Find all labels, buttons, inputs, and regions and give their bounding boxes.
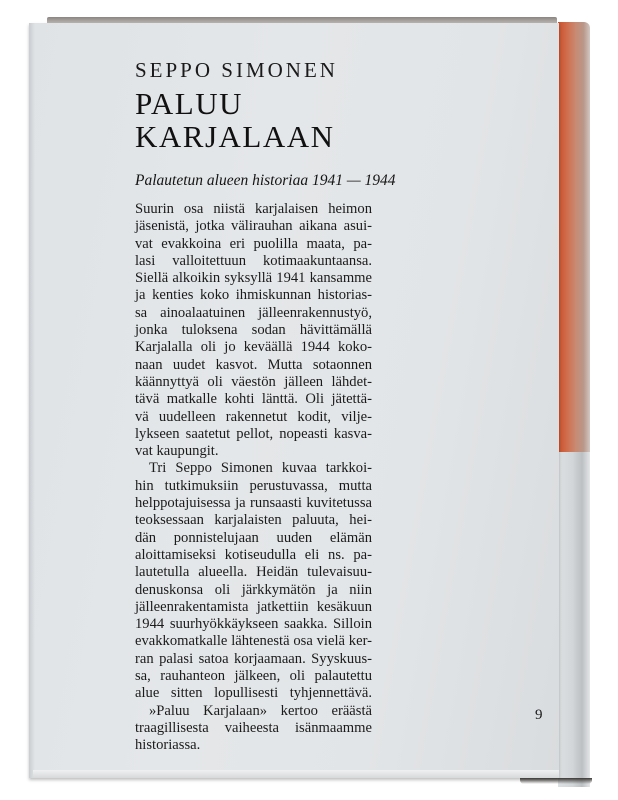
text-line: 1944 suurhyökkäykseen saakka. Silloin [135, 616, 372, 633]
flap-left-edge [29, 23, 35, 778]
text-line: helppotajuisessa ja runsaasti kuvitetussa [135, 495, 372, 512]
text-line: naan uudet kasvot. Mutta sotaonnen [135, 356, 372, 373]
paragraph-2 [135, 460, 372, 702]
author-name: SEPPO SIMONEN [135, 58, 338, 82]
book-bottom-shadow [520, 778, 592, 784]
text-line: sa, rauhanteon jälkeen, oli palautettu [135, 668, 372, 685]
text-line: alue sitten lopullisesti tyhjennettävä. [135, 685, 372, 702]
text-line: historiassa. [135, 737, 201, 754]
book-title [135, 87, 372, 153]
text-line: lautetulla alueella. Heidän tulevaisuu- [135, 564, 372, 581]
text-line: teoksessaan karjalaisten paluuta, hei- [135, 512, 372, 529]
text-line: jälleenrakentamista jatkettiin kesäkuun [135, 598, 372, 615]
text-line: Siellä alkoikin syksyllä 1941 kansamme [135, 270, 372, 287]
text-line: vat evakkoina eri puolilla maata, pa- [135, 235, 372, 252]
flap-text-block [135, 57, 396, 755]
orange-spine-strip [558, 22, 590, 452]
page-number: 9 [535, 707, 543, 723]
book-subtitle: Palautetun alueen historiaa 1941 — 1944 [135, 172, 396, 189]
title-line-2: KARJALAAN [135, 119, 335, 154]
text-line: hin tutkimuksiin perustuvassa, mutta [135, 477, 372, 494]
text-line: jonka tuloksena sodan hävittämällä [135, 322, 372, 339]
paragraph-3 [135, 703, 372, 755]
spine-lower-section [558, 452, 590, 787]
text-line: sa ainoalaatuinen jälleenrakennustyö, [135, 304, 372, 321]
title-line-1: PALUU [135, 86, 243, 121]
text-line: aloittamiseksi kotiseudulla eli ns. pa- [135, 546, 372, 563]
text-line: vat kaupungit. [135, 443, 219, 460]
text-line: lykseen saatetut pellot, nopeasti kasva- [135, 425, 372, 442]
text-line: ja kenties koko ihmiskunnan historias- [135, 287, 372, 304]
paragraph-1 [135, 201, 372, 460]
text-line: jäsenistä, jotka välirauhan aikana asui- [135, 218, 372, 235]
text-line: dän ponnistelujaan uuden elämän [135, 529, 372, 546]
text-line: denuskonsa oli järkkymätön ja niin [135, 581, 372, 598]
text-line: käännyttyä oli väestön jälleen lähdet- [135, 373, 372, 390]
text-line: evakkomatkalle lähtenestä osa vielä ker- [135, 633, 372, 650]
text-line: traagillisesta vaiheesta isänmaamme [135, 719, 372, 736]
text-line: tävä matkalle kohti länttä. Oli jätettä- [135, 391, 372, 408]
blurb-text [135, 201, 372, 755]
text-line: lasi valloitettuun kotimaakuntaansa. [135, 252, 372, 269]
text-line: ran palasi satoa korjaamaan. Syyskuus- [135, 650, 372, 667]
text-line: Karjalalla oli jo keväällä 1944 koko- [135, 339, 372, 356]
text-line: »Paluu Karjalaan» kertoo eräästä [149, 702, 372, 719]
text-line: Suurin osa niistä karjalaisen heimon [135, 201, 372, 217]
flap-bottom-edge [33, 770, 559, 778]
text-line: Tri Seppo Simonen kuvaa tarkkoi- [149, 460, 372, 477]
text-line: vä uudelleen rakennetut kodit, vilje- [135, 408, 372, 425]
